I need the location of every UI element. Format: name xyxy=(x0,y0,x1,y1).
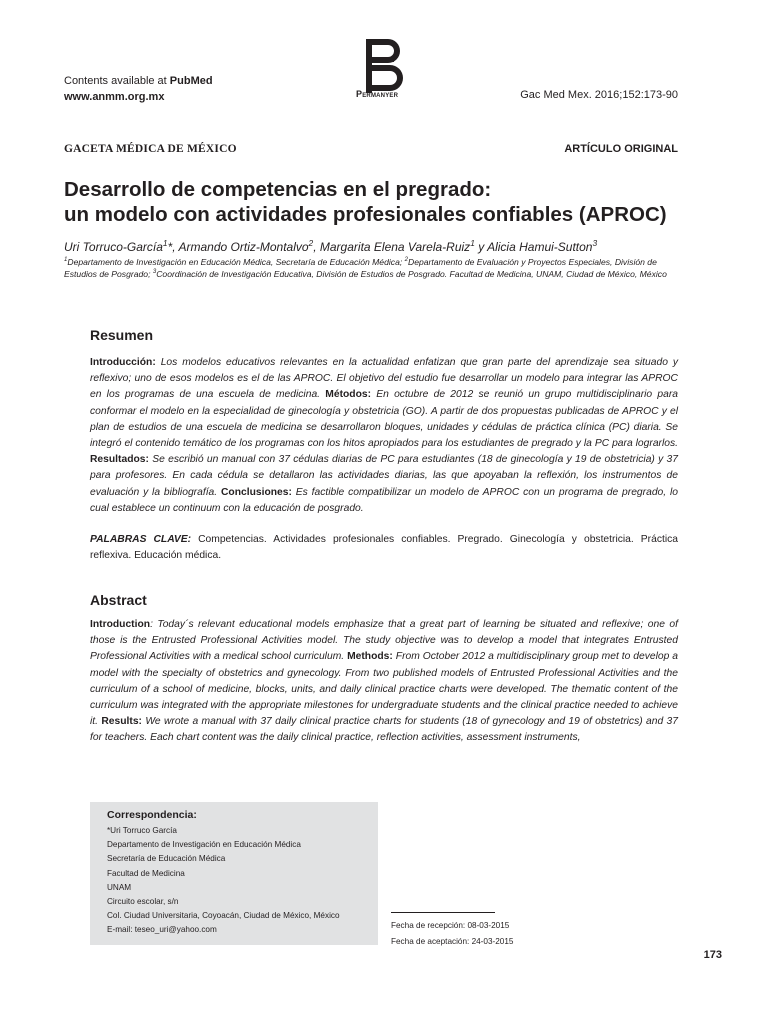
pubmed-link[interactable]: PubMed xyxy=(169,75,213,87)
accepted-date: Fecha de aceptación: 24-03-2015 xyxy=(391,937,514,946)
author: Armando Ortiz-Montalvo$^2$, xyxy=(178,238,320,254)
correspondence-lines xyxy=(107,824,340,938)
keywords-label: PALABRAS CLAVE: xyxy=(90,534,199,545)
available-prefix: Contents available at xyxy=(64,75,170,87)
article-dates xyxy=(391,918,513,950)
abstract-heading: Abstract xyxy=(90,592,147,608)
title-line-1: Desarrollo de competencias en el pregrado: xyxy=(64,178,492,201)
website-link[interactable]: www.anmm.org.mx xyxy=(64,91,165,103)
received-date: Fecha de recepción: 08-03-2015 xyxy=(391,921,510,930)
author: Margarita Elena Varela-Ruiz$^1$ y xyxy=(319,238,488,254)
correspondence-line: UNAM xyxy=(107,882,132,892)
article-title xyxy=(64,177,704,227)
page-number: 173 xyxy=(703,949,722,961)
correspondence-line: Col. Ciudad Universitaria, Coyoacán, Ciudad de México, México xyxy=(107,911,340,921)
correspondence-email[interactable]: E-mail: teseo_uri@yahoo.com xyxy=(107,925,217,935)
correspondence-line: Circuito escolar, s/n xyxy=(107,897,179,907)
resumen-text: Introducción: Los modelos educativos relevantes en la actualidad enfatizan que gran parte del aprendizaje sea situado y reflexivo; uno de esos modelos es el de las APROC. El objetivo del estudio fue desarrollar un modelo para integrar las APROC en los programas de una escuela de medicina. Métodos: En octubre de 2012 se reunió un grupo multidisciplinario para conformar el modelo en la especialidad de ginecología y obstetricia (GO). A partir de dos propuestas publicadas de APROC y el plan de estudios de una escuela de medicina se desarrollaron bloques, unidades y cédulas de práctica clínica (PC) diaria. Se integró el contenido temático de los programas con los hitos apropiados para los estudiantes de pregrado y la PC para lograrlos. Resultados: Se escribió un manual con 37 cédulas diarias de PC para estudiantes (18 de ginecología y 19 de obstetricia) y 37 para profesores. En cada cédula se detallaron las actividades diarias, las que apoyaban la reflexión, los instrumentos de evaluación y la bibliografía. Conclusiones: Es factible compatibilizar un modelo de APROC con un programa de pregrado, lo cual establece un continuum con la educación de posgrado. xyxy=(90,357,679,514)
journal-name: GACETA MÉDICA DE MÉXICO xyxy=(64,143,237,155)
author: Alicia Hamui-Sutton$^3$ xyxy=(487,238,598,254)
correspondence-title: Correspondencia: xyxy=(107,809,197,821)
author: Uri Torruco-García$^1$*, xyxy=(64,238,179,254)
header-source xyxy=(64,73,213,105)
abstract-text: Introduction: Today´s relevant educational models emphasize that a great part of learning be situated and reflexive; one of those is the Entrusted Professional Activities model. The study objective was to develop a model that integrates Entrusted Professional Activities with a medical school curriculum. Methods: From October 2012 a multidisciplinary group met to develop a model with the specialty of obstetrics and gynecology. From two published models of Entrusted Professional Activities and the curriculum of a school of medicine, blocks, units, and daily clinical practice charts were developed. The thematic content of the curriculum was integrated with the appropriate milestones for undergraduate students and the clinical practice needed to achieve it. Results: We wrote a manual with 37 daily clinical practice charts for students (18 of gynecology and 19 of obstetrics) and 37 for teachers. Each chart content was the daily clinical practice, reflection activities, assessment instruments, xyxy=(90,619,679,744)
correspondence-line: Facultad de Medicina xyxy=(107,868,185,878)
affiliations: $^1$Departamento de Investigación en Educación Médica, Secretaría de Educación Médica; $^2$Departamento de Evaluación y Proyectos Especiales, División de Estudios de Posgrado; $^3$Coordinación de Investigación Educativa, División de Estudios de Posgrado. Facultad de Medicina, UNAM, Ciudad de México, México xyxy=(64,257,667,279)
publisher-name: Permanyer xyxy=(356,89,399,99)
correspondence-line: Departamento de Investigación en Educación Médica xyxy=(107,840,301,850)
resumen-heading: Resumen xyxy=(90,327,154,343)
dates-divider xyxy=(391,912,495,913)
correspondence-line: *Uri Torruco García xyxy=(107,826,177,835)
keywords-list: Competencias. Actividades profesionales confiables. Pregrado. Ginecología y obstetricia. Práctica reflexiva. Educación médica. xyxy=(90,534,678,562)
article-type: ARTÍCULO ORIGINAL xyxy=(564,143,678,155)
title-line-2: un modelo con actividades profesionales confiables (APROC) xyxy=(64,203,667,226)
keywords xyxy=(90,532,678,564)
authors xyxy=(64,240,704,255)
citation: Gac Med Mex. 2016;152:173-90 xyxy=(520,89,678,101)
correspondence-line: Secretaría de Educación Médica xyxy=(107,854,226,864)
